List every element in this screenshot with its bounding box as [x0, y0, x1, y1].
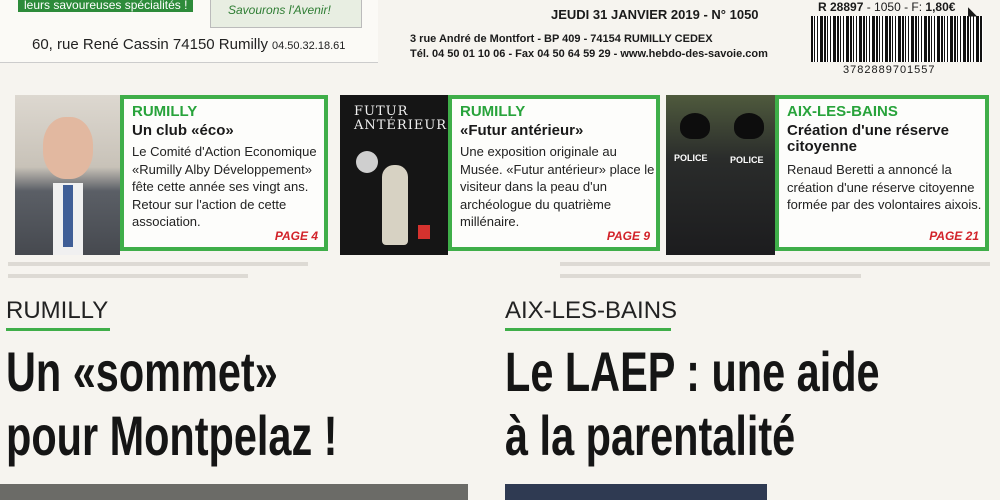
teaser-body: Le Comité d'Action Economique «Rumilly Alby Développement» fête cette année ses vingt ans. Retour sur l'action de cette association. — [132, 144, 317, 229]
article-headline[interactable] — [6, 340, 337, 468]
photo-helmet — [734, 113, 764, 139]
teaser-photo-man — [15, 95, 120, 255]
poster-logo — [418, 225, 430, 239]
headline-line-2: pour Montpelaz ! — [6, 404, 338, 467]
teaser-body: Une exposition originale au Musée. «Futur antérieur» place le visiteur dans la peau d'un archéologue du quatrième millénaire. — [460, 144, 655, 229]
ad-address — [32, 36, 345, 53]
photo-tie — [63, 185, 73, 247]
teaser-kicker: AIX-LES-BAINS — [787, 103, 898, 120]
poster-statue — [382, 165, 408, 245]
barcode-number: 3782889701557 — [843, 64, 936, 76]
teaser-headline: «Futur antérieur» — [460, 122, 584, 139]
teaser-headline: Un club «éco» — [132, 122, 234, 139]
faded-column-texture — [560, 262, 990, 292]
headline-line-1: Un «sommet» — [6, 340, 278, 403]
publisher-address: 3 rue André de Montfort - BP 409 - 74154 RUMILLY CEDEX — [410, 33, 713, 45]
price-code: R 28897 — [818, 0, 864, 14]
teaser-photo-poster — [340, 95, 448, 255]
faded-column-texture — [8, 262, 308, 292]
ad-tagline: leurs savoureuses spécialités ! — [18, 0, 193, 12]
article-section-label: AIX-LES-BAINS — [505, 297, 678, 324]
teaser-body: Renaud Beretti a annoncé la création d'une réserve citoyenne formée par des volontaires aixois. — [787, 162, 982, 212]
ad-address-text: 60, rue René Cassin 74150 Rumilly — [32, 36, 268, 53]
ad-phone: 04.50.32.18.61 — [271, 40, 346, 52]
photo-face — [43, 117, 93, 179]
headline-line-2: à la parentalité — [505, 404, 796, 467]
price-value: 1,80€ — [925, 0, 956, 14]
ad-slogan: Savourons l'Avenir! — [228, 3, 331, 17]
teaser-aix-reserve[interactable] — [775, 95, 989, 251]
photo-police-label: POLICE — [674, 153, 708, 163]
article-headline[interactable] — [505, 340, 880, 468]
teaser-page-ref[interactable]: PAGE 9 — [603, 229, 650, 243]
teaser-kicker: RUMILLY — [132, 103, 198, 120]
section-underline — [505, 328, 671, 331]
article-section-label: RUMILLY — [6, 297, 109, 324]
publisher-contact: Tél. 04 50 01 10 06 - Fax 04 50 64 59 29 - www.hebdo-des-savoie.com — [410, 48, 768, 60]
price-issue: - 1050 - F: — [866, 0, 923, 14]
poster-title-line2: ANTÉRIEUR — [354, 118, 448, 133]
teaser-page-ref[interactable]: PAGE 21 — [925, 229, 979, 243]
barcode — [811, 16, 983, 62]
issue-date-line: JEUDI 31 JANVIER 2019 - N° 1050 — [551, 7, 759, 22]
poster-moon — [356, 151, 378, 173]
bottom-photo-strip — [0, 484, 468, 500]
headline-line-1: Le LAEP : une aide — [505, 340, 880, 403]
teaser-photo-police — [666, 95, 775, 255]
teaser-kicker: RUMILLY — [460, 103, 526, 120]
section-underline — [6, 328, 110, 331]
bottom-photo-strip — [505, 484, 767, 500]
photo-police-label: POLICE — [730, 155, 764, 165]
corner-mark-icon: ◣ — [968, 4, 978, 18]
teaser-rumilly-club[interactable] — [120, 95, 328, 251]
poster-title-line1: FUTUR — [354, 104, 409, 119]
price-line — [818, 0, 955, 14]
teaser-page-ref[interactable]: PAGE 4 — [271, 229, 318, 243]
teaser-rumilly-futur[interactable] — [448, 95, 660, 251]
teaser-headline: Création d'une réserve citoyenne — [787, 122, 949, 155]
photo-helmet — [680, 113, 710, 139]
poster-title — [354, 105, 447, 133]
